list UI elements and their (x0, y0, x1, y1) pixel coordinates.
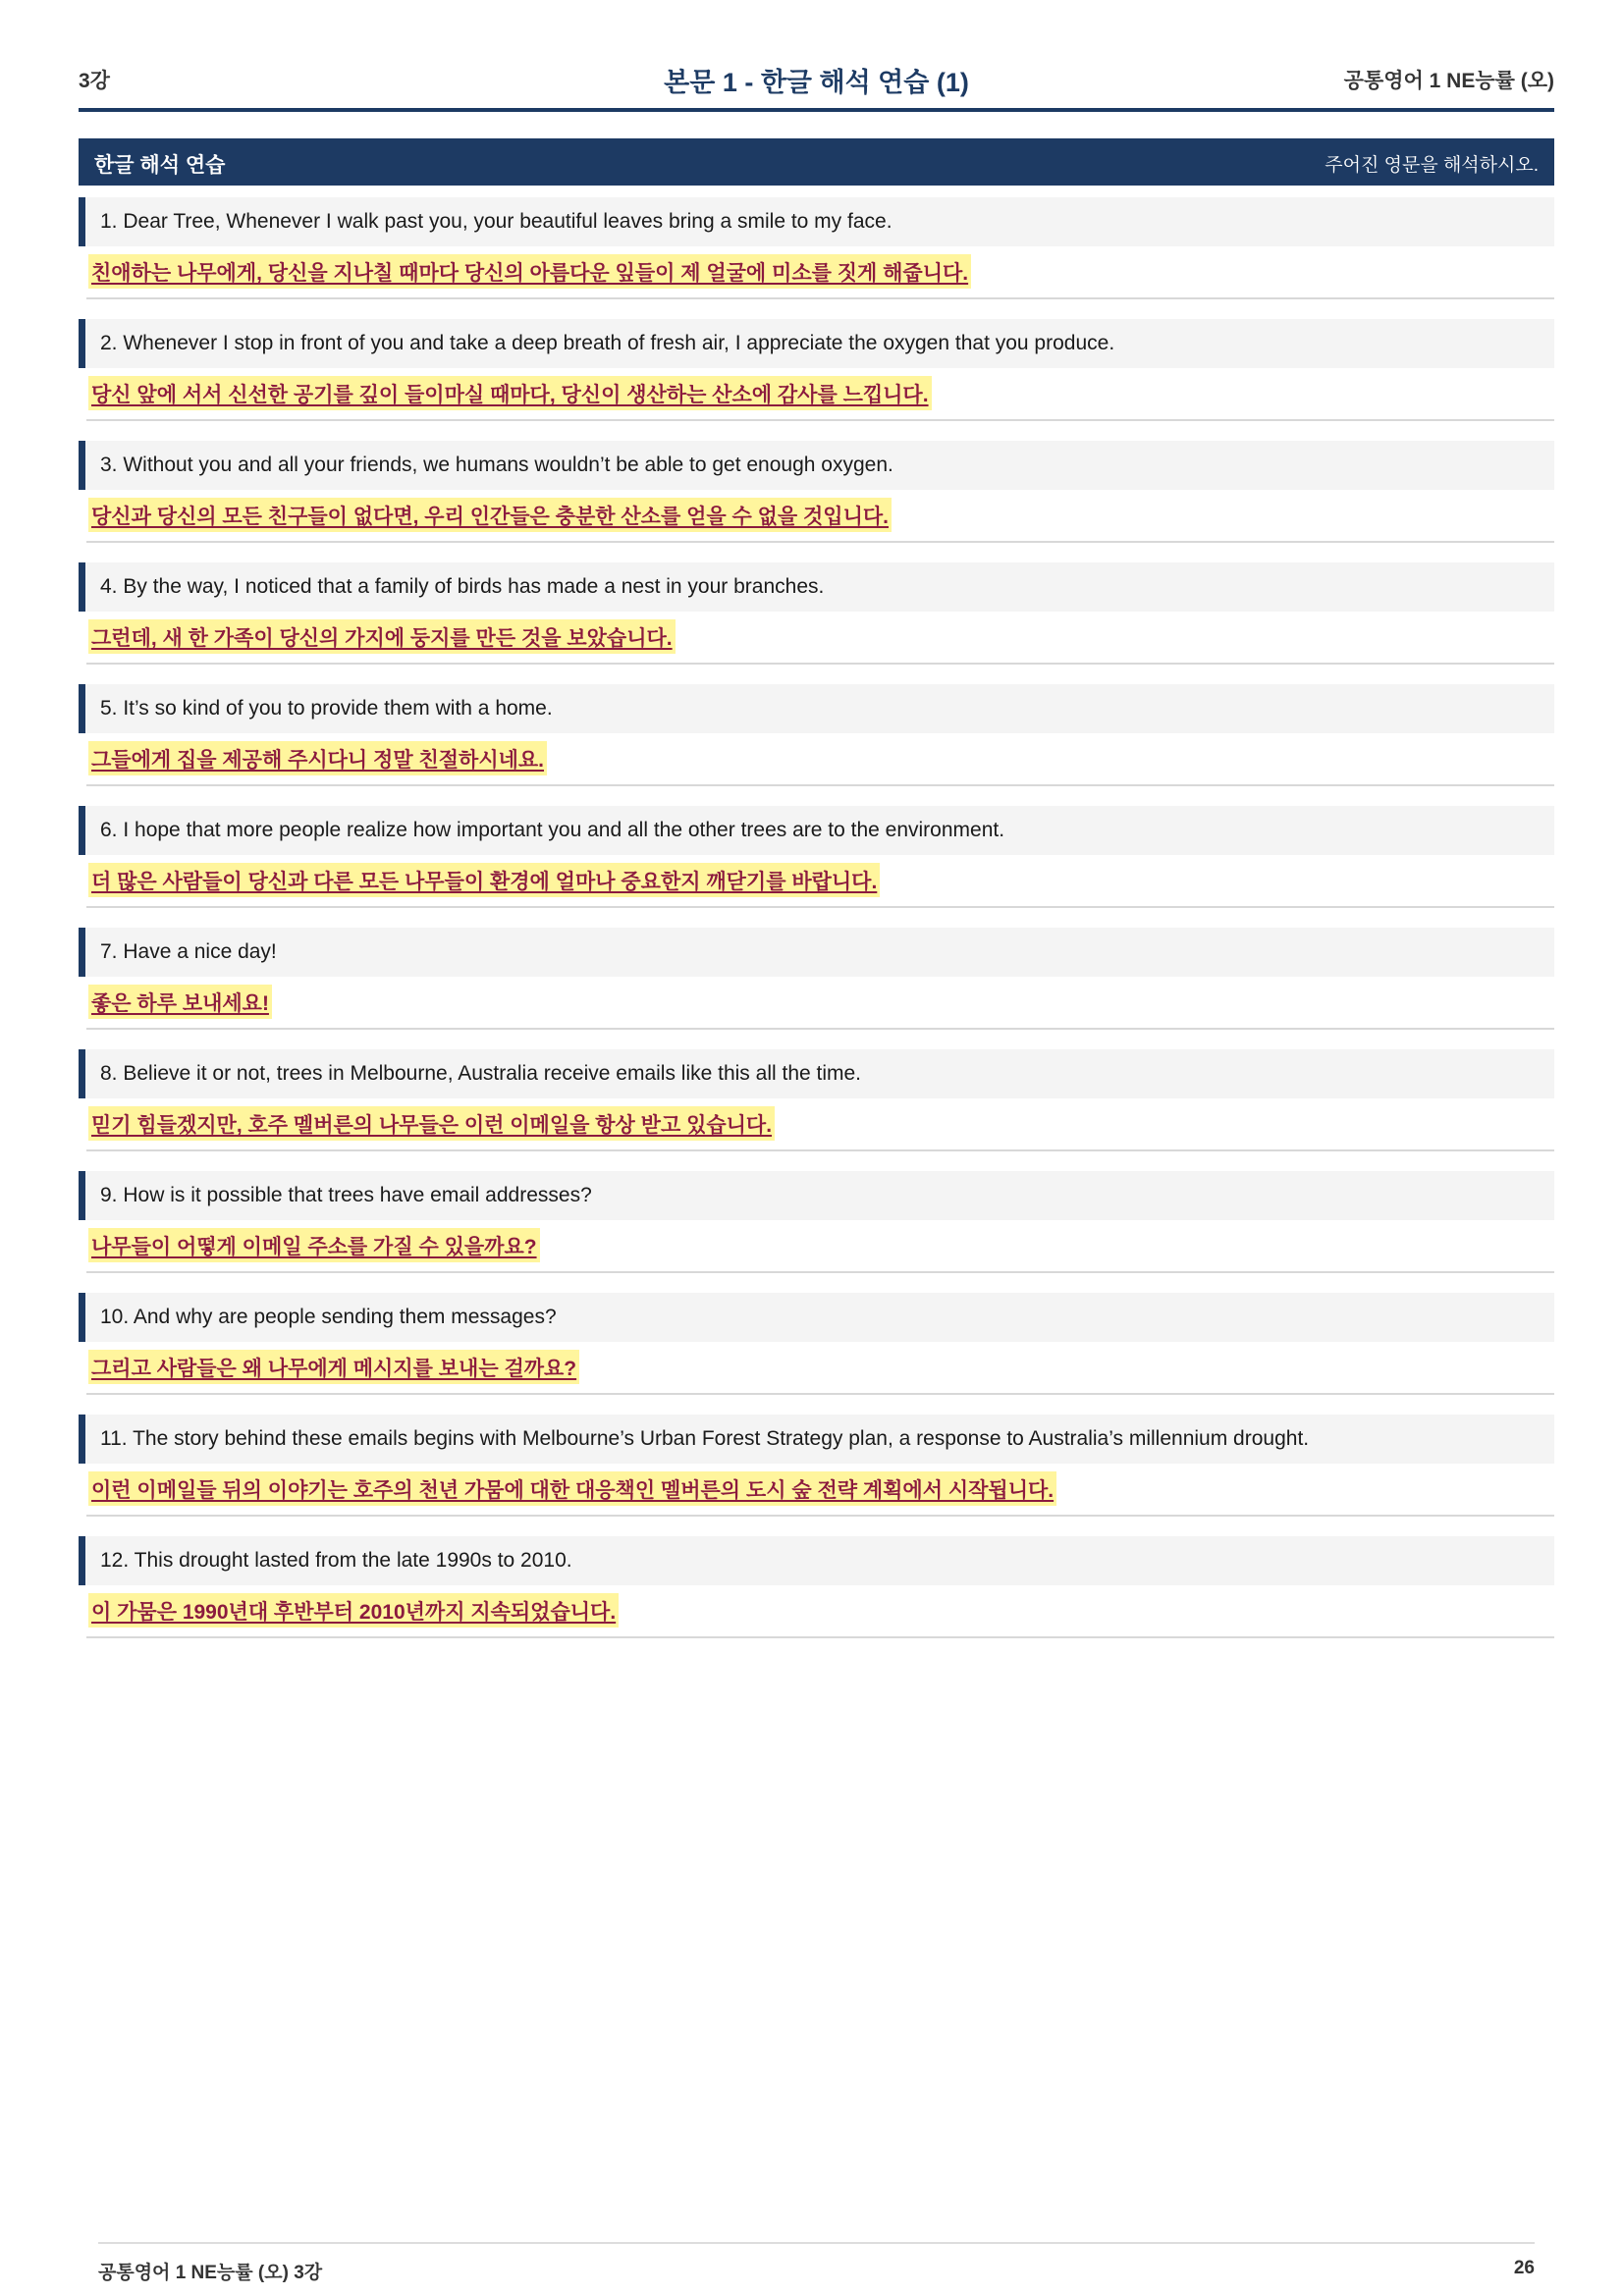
section-instruction: 주어진 영문을 해석하시오. (1325, 155, 1539, 176)
korean-translation: 당신 앞에 서서 신선한 공기를 깊이 들이마실 때마다, 당신이 생산하는 산소에 감사를 느낍니다. (88, 376, 932, 410)
exercise-item (79, 441, 1554, 562)
english-sentence: 10. And why are people sending them messages? (100, 1306, 557, 1328)
korean-translation: 당신과 당신의 모든 친구들이 없다면, 우리 인간들은 충분한 산소를 얻을 수 없을 것입니다. (88, 498, 892, 532)
exercise-item (79, 319, 1554, 441)
exercise-item (79, 1171, 1554, 1293)
english-sentence: 8. Believe it or not, trees in Melbourne, Australia receive emails like this all the time. (100, 1062, 862, 1085)
korean-translation: 그리고 사람들은 왜 나무에게 메시지를 보내는 걸까요? (88, 1350, 579, 1384)
korean-translation-row (86, 368, 1554, 421)
korean-translation: 믿기 힘들겠지만, 호주 멜버른의 나무들은 이런 이메일을 항상 받고 있습니다. (88, 1106, 775, 1141)
english-sentence-row (79, 1536, 1554, 1585)
exercise-item (79, 928, 1554, 1049)
english-sentence-row (79, 441, 1554, 490)
english-sentence-row (79, 928, 1554, 977)
korean-translation: 그런데, 새 한 가족이 당신의 가지에 둥지를 만든 것을 보았습니다. (88, 619, 676, 654)
korean-translation-row (86, 1098, 1554, 1151)
english-sentence: 2. Whenever I stop in front of you and take a deep breath of fresh air, I appreciate the oxygen that you produce. (100, 332, 1115, 354)
english-sentence-row (79, 562, 1554, 612)
exercise-item (79, 197, 1554, 319)
exercise-item (79, 684, 1554, 806)
korean-translation: 더 많은 사람들이 당신과 다른 모든 나무들이 환경에 얼마나 중요한지 깨닫기를 바랍니다. (88, 863, 880, 897)
exercise-list (79, 197, 1554, 1658)
english-sentence: 3. Without you and all your friends, we humans wouldn’t be able to get enough oxygen. (100, 454, 893, 476)
english-sentence: 7. Have a nice day! (100, 940, 277, 963)
korean-translation-row (86, 733, 1554, 786)
exercise-item (79, 1536, 1554, 1658)
english-sentence: 6. I hope that more people realize how important you and all the other trees are to the environment. (100, 819, 1005, 841)
book-title: 공통영어 1 NE능률 (오) (1343, 70, 1554, 92)
exercise-item (79, 562, 1554, 684)
section-header-bar (79, 138, 1554, 186)
english-sentence-row (79, 684, 1554, 733)
english-sentence: 11. The story behind these emails begins with Melbourne’s Urban Forest Strategy plan, a response to Australia’s millennium drought. (100, 1427, 1310, 1450)
english-sentence: 9. How is it possible that trees have email addresses? (100, 1184, 592, 1206)
english-sentence: 1. Dear Tree, Whenever I walk past you, your beautiful leaves bring a smile to my face. (100, 210, 893, 233)
korean-translation-row (86, 612, 1554, 665)
korean-translation-row (86, 1585, 1554, 1638)
korean-translation: 이 가뭄은 1990년대 후반부터 2010년까지 지속되었습니다. (88, 1593, 619, 1628)
page-title: 본문 1 - 한글 해석 연습 (1) (664, 68, 969, 97)
korean-translation-row (86, 855, 1554, 908)
english-sentence-row (79, 1415, 1554, 1464)
korean-translation-row (86, 1342, 1554, 1395)
english-sentence: 12. This drought lasted from the late 1990s to 2010. (100, 1549, 572, 1572)
exercise-item (79, 806, 1554, 928)
english-sentence-row (79, 1171, 1554, 1220)
korean-translation: 이런 이메일들 뒤의 이야기는 호주의 천년 가뭄에 대한 대응책인 멜버른의 도시 숲 전략 계획에서 시작됩니다. (88, 1471, 1056, 1506)
page-header (79, 59, 1554, 112)
korean-translation-row (86, 1464, 1554, 1517)
page-number: 26 (1513, 2258, 1535, 2278)
exercise-item (79, 1049, 1554, 1171)
english-sentence: 4. By the way, I noticed that a family of birds has made a nest in your branches. (100, 575, 825, 598)
english-sentence-row (79, 319, 1554, 368)
korean-translation-row (86, 246, 1554, 299)
korean-translation: 그들에게 집을 제공해 주시다니 정말 친절하시네요. (88, 741, 547, 775)
korean-translation-row (86, 1220, 1554, 1273)
lesson-number: 3강 (79, 70, 110, 92)
korean-translation-row (86, 490, 1554, 543)
korean-translation: 나무들이 어떻게 이메일 주소를 가질 수 있을까요? (88, 1228, 540, 1262)
english-sentence-row (79, 1293, 1554, 1342)
english-sentence-row (79, 1049, 1554, 1098)
section-title: 한글 해석 연습 (94, 154, 226, 177)
english-sentence-row (79, 197, 1554, 246)
korean-translation: 좋은 하루 보내세요! (88, 985, 272, 1019)
korean-translation: 친애하는 나무에게, 당신을 지나칠 때마다 당신의 아름다운 잎들이 제 얼굴에 미소를 짓게 해줍니다. (88, 254, 971, 289)
exercise-item (79, 1293, 1554, 1415)
footer-label: 공통영어 1 NE능률 (오) 3강 (98, 2263, 323, 2283)
page-footer (98, 2242, 1535, 2293)
english-sentence: 5. It’s so kind of you to provide them with a home. (100, 697, 553, 720)
korean-translation-row (86, 977, 1554, 1030)
exercise-item (79, 1415, 1554, 1536)
english-sentence-row (79, 806, 1554, 855)
